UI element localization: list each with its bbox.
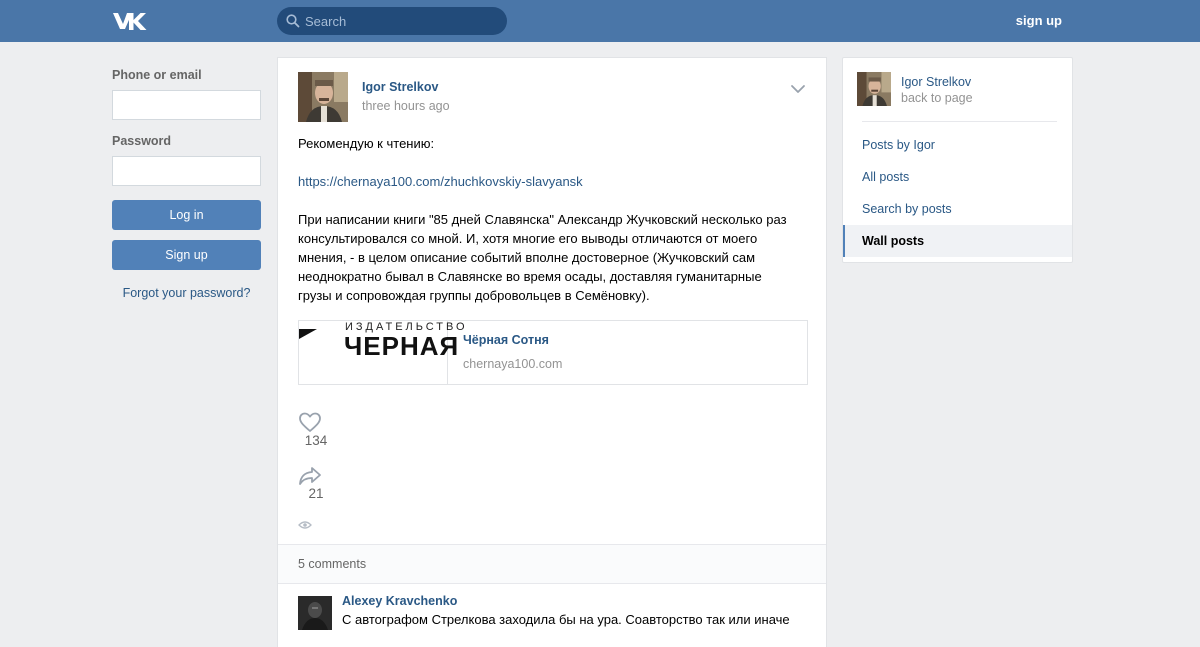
link-preview-title[interactable]: Чёрная Сотня [463, 333, 549, 347]
link-preview-domain: chernaya100.com [463, 357, 563, 371]
author-photo [298, 72, 348, 122]
wall-post [277, 57, 827, 647]
thumb-small-text: ИЗДАТЕЛЬСТВО [345, 321, 468, 333]
share-count: 21 [308, 486, 324, 501]
heart-icon [298, 412, 322, 433]
post-text-line: неоднократно бывал в Славянске во время осады, доставляя гуманитарные [298, 269, 762, 284]
login-button[interactable]: Log in [112, 200, 261, 230]
sidebar-item-posts-by-igor[interactable]: Posts by Igor [862, 138, 935, 152]
signup-link[interactable]: sign up [1015, 13, 1062, 28]
sidebar-item-search-posts[interactable]: Search by posts [862, 202, 952, 216]
forgot-password-link[interactable]: Forgot your password? [122, 286, 251, 300]
vk-logo-icon[interactable] [112, 11, 146, 31]
share-arrow-icon [298, 466, 322, 486]
thumb-logo-mark [299, 329, 317, 339]
search-icon [286, 14, 300, 28]
share-button[interactable] [298, 466, 338, 501]
password-field[interactable] [112, 156, 261, 186]
profile-sidebar [842, 57, 1073, 263]
sidebar-profile-name[interactable]: Igor Strelkov [901, 75, 972, 89]
post-text-line: При написании книги "85 дней Славянска" Александр Жучковский несколько раз [298, 212, 787, 227]
top-navigation-bar [0, 0, 1200, 42]
sidebar-divider [862, 121, 1057, 122]
eye-icon [298, 520, 312, 530]
search-input[interactable] [305, 7, 501, 35]
post-author-name[interactable]: Igor Strelkov [362, 80, 439, 94]
signup-button[interactable]: Sign up [112, 240, 261, 270]
password-label: Password [112, 134, 172, 148]
post-text [298, 134, 813, 305]
post-text-intro: Рекомендую к чтению: [298, 136, 435, 151]
post-text-line: грузы и сопровождая группы добровольцев в Семёновку). [298, 288, 650, 303]
phone-email-label: Phone or email [112, 68, 202, 82]
commenter-name[interactable]: Alexey Kravchenko [342, 594, 458, 608]
sidebar-item-all-posts[interactable]: All posts [862, 170, 910, 184]
like-count: 134 [304, 433, 328, 448]
sidebar-item-wall-posts[interactable]: Wall posts [843, 225, 1072, 257]
post-link-url[interactable]: https://chernaya100.com/zhuchkovskiy-slavyansk [298, 174, 583, 189]
phone-email-field[interactable] [112, 90, 261, 120]
commenter-avatar[interactable] [298, 596, 332, 630]
comments-header[interactable] [278, 544, 826, 584]
chevron-down-icon[interactable] [790, 82, 806, 96]
login-form [112, 68, 261, 300]
post-text-line: консультировался со мной. И, хотя многие его выводы отличаются от моего [298, 231, 758, 246]
sidebar-avatar[interactable] [857, 72, 891, 106]
like-button[interactable] [298, 412, 338, 448]
post-text-line: мнения, - в целом описание событий вполне достоверное (Жучковский сам [298, 250, 756, 265]
thumb-big-text: ЧЕРНАЯ [344, 331, 460, 361]
comment-text: С автографом Стрелкова заходила бы на ура. Соавторство так или иначе [342, 612, 790, 627]
link-preview-card[interactable] [298, 320, 808, 385]
post-timestamp[interactable]: three hours ago [362, 99, 450, 113]
back-to-page-link[interactable]: back to page [901, 91, 973, 105]
search-box[interactable] [277, 7, 507, 35]
link-preview-thumbnail[interactable] [299, 321, 468, 384]
comment-item [278, 585, 826, 645]
comments-count[interactable]: 5 comments [298, 557, 367, 571]
author-avatar[interactable] [298, 72, 348, 122]
